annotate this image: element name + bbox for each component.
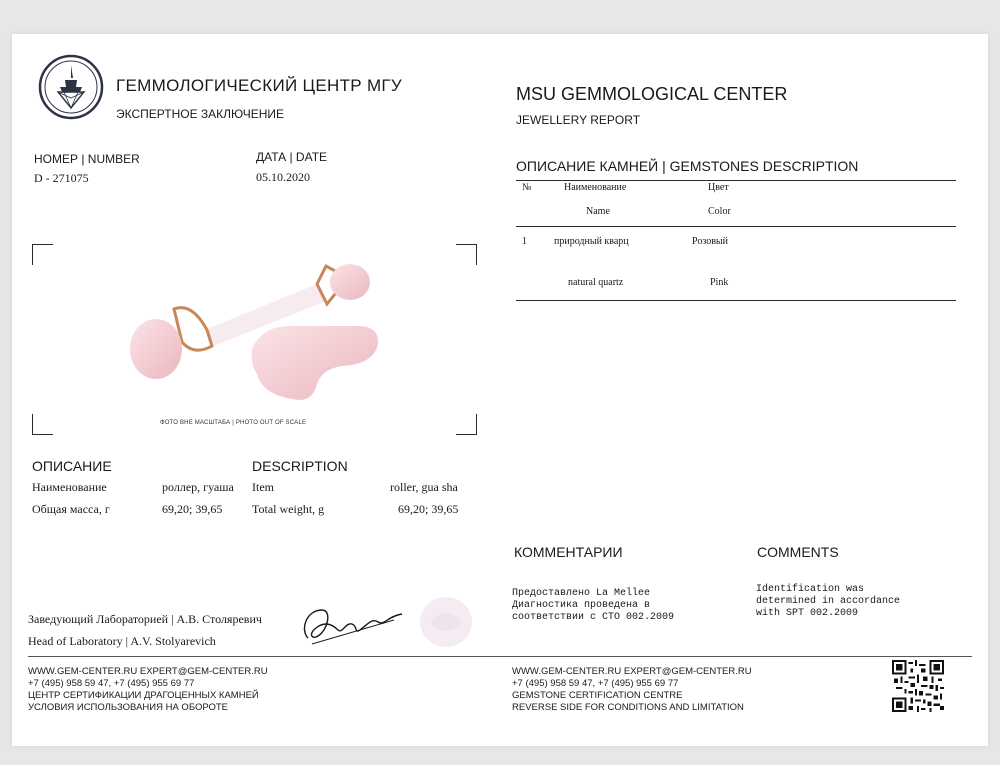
number-label: НОМЕР | NUMBER bbox=[34, 152, 140, 166]
comments-text-ru: Предоставлено La Mellee Диагностика проведена в соответствии с СТО 002.2009 bbox=[512, 588, 675, 623]
gem-row-name-ru: природный кварц bbox=[554, 236, 629, 247]
date-value: 05.10.2020 bbox=[256, 170, 310, 184]
footer-right-line2: +7 (495) 958 59 47, +7 (495) 955 69 77 bbox=[512, 678, 679, 689]
signature-ru: Заведующий Лабораторией | А.В. Столяревич bbox=[28, 612, 262, 626]
comments-title-en: COMMENTS bbox=[757, 544, 839, 560]
gemstones-title: ОПИСАНИЕ КАМНЕЙ | GEMSTONES DESCRIPTION bbox=[516, 158, 859, 174]
desc-ru-label-item: Наименование bbox=[32, 480, 107, 494]
org-title-en: MSU GEMMOLOGICAL CENTER bbox=[516, 84, 788, 104]
gem-row-color-ru: Розовый bbox=[692, 236, 728, 247]
desc-en-value-weight: 69,20; 39,65 bbox=[398, 502, 459, 516]
gem-col-color-en: Color bbox=[708, 206, 731, 217]
comments-title-ru: КОММЕНТАРИИ bbox=[514, 544, 623, 560]
footer-left-line3: ЦЕНТР СЕРТИФИКАЦИИ ДРАГОЦЕННЫХ КАМНЕЙ bbox=[28, 690, 259, 701]
desc-ru-value-item: роллер, гуаша bbox=[162, 480, 234, 494]
gem-row-name-en: natural quartz bbox=[568, 277, 624, 288]
date-label: ДАТА | DATE bbox=[256, 150, 328, 164]
frame-corner-top-right bbox=[456, 244, 477, 265]
desc-en-value-item: roller, gua sha bbox=[390, 480, 458, 494]
qr-code bbox=[892, 660, 944, 712]
gem-table-bottom-rule bbox=[516, 300, 956, 301]
desc-ru-value-weight: 69,20; 39,65 bbox=[162, 502, 223, 516]
org-title-ru: ГЕММОЛОГИЧЕСКИЙ ЦЕНТР МГУ bbox=[116, 76, 403, 95]
certificate-page bbox=[12, 34, 988, 746]
frame-corner-top-left bbox=[32, 244, 53, 265]
gem-col-name-ru: Наименование bbox=[564, 182, 627, 193]
footer-right-line3: GEMSTONE CERTIFICATION CENTRE bbox=[512, 690, 683, 701]
handwritten-signature bbox=[298, 600, 408, 650]
gem-col-color-ru: Цвет bbox=[708, 182, 729, 193]
footer-right-line4: REVERSE SIDE FOR CONDITIONS AND LIMITATION bbox=[512, 702, 744, 713]
gem-col-name-en: Name bbox=[586, 206, 610, 217]
number-value: D - 271075 bbox=[34, 171, 89, 185]
doc-type-ru: ЭКСПЕРТНОЕ ЗАКЛЮЧЕНИЕ bbox=[116, 107, 285, 121]
gem-col-no: № bbox=[522, 182, 532, 193]
frame-corner-bottom-left bbox=[32, 414, 53, 435]
footer-left-line1: WWW.GEM-CENTER.RU EXPERT@GEM-CENTER.RU bbox=[28, 666, 268, 677]
footer-right-line1: WWW.GEM-CENTER.RU EXPERT@GEM-CENTER.RU bbox=[512, 666, 752, 677]
desc-en-label-weight: Total weight, g bbox=[252, 502, 325, 516]
desc-ru-label-weight: Общая масса, г bbox=[32, 502, 110, 516]
comments-text-en: Identification was determined in accordance with SPT 002.2009 bbox=[756, 584, 901, 619]
gem-table-header-rule bbox=[516, 226, 956, 227]
doc-type-en: JEWELLERY REPORT bbox=[516, 113, 641, 127]
gem-row-color-en: Pink bbox=[710, 277, 729, 288]
footer-left-line2: +7 (495) 958 59 47, +7 (495) 955 69 77 bbox=[28, 678, 195, 689]
gem-row-no: 1 bbox=[522, 236, 527, 247]
product-photo bbox=[112, 254, 392, 404]
signature-en: Head of Laboratory | A.V. Stolyarevich bbox=[28, 634, 216, 648]
faint-seal bbox=[416, 594, 476, 650]
msu-emblem-logo bbox=[38, 54, 104, 120]
footer-left-line4: УСЛОВИЯ ИСПОЛЬЗОВАНИЯ НА ОБОРОТЕ bbox=[28, 702, 228, 713]
footer-divider bbox=[28, 656, 972, 657]
description-title-ru: ОПИСАНИЕ bbox=[32, 458, 112, 474]
gem-table-top-rule bbox=[516, 180, 956, 181]
photo-caption: ФОТО ВНЕ МАСШТАБА | PHOTO OUT OF SCALE bbox=[160, 420, 307, 426]
desc-en-label-item: Item bbox=[252, 480, 274, 494]
frame-corner-bottom-right bbox=[456, 414, 477, 435]
description-title-en: DESCRIPTION bbox=[252, 458, 348, 474]
